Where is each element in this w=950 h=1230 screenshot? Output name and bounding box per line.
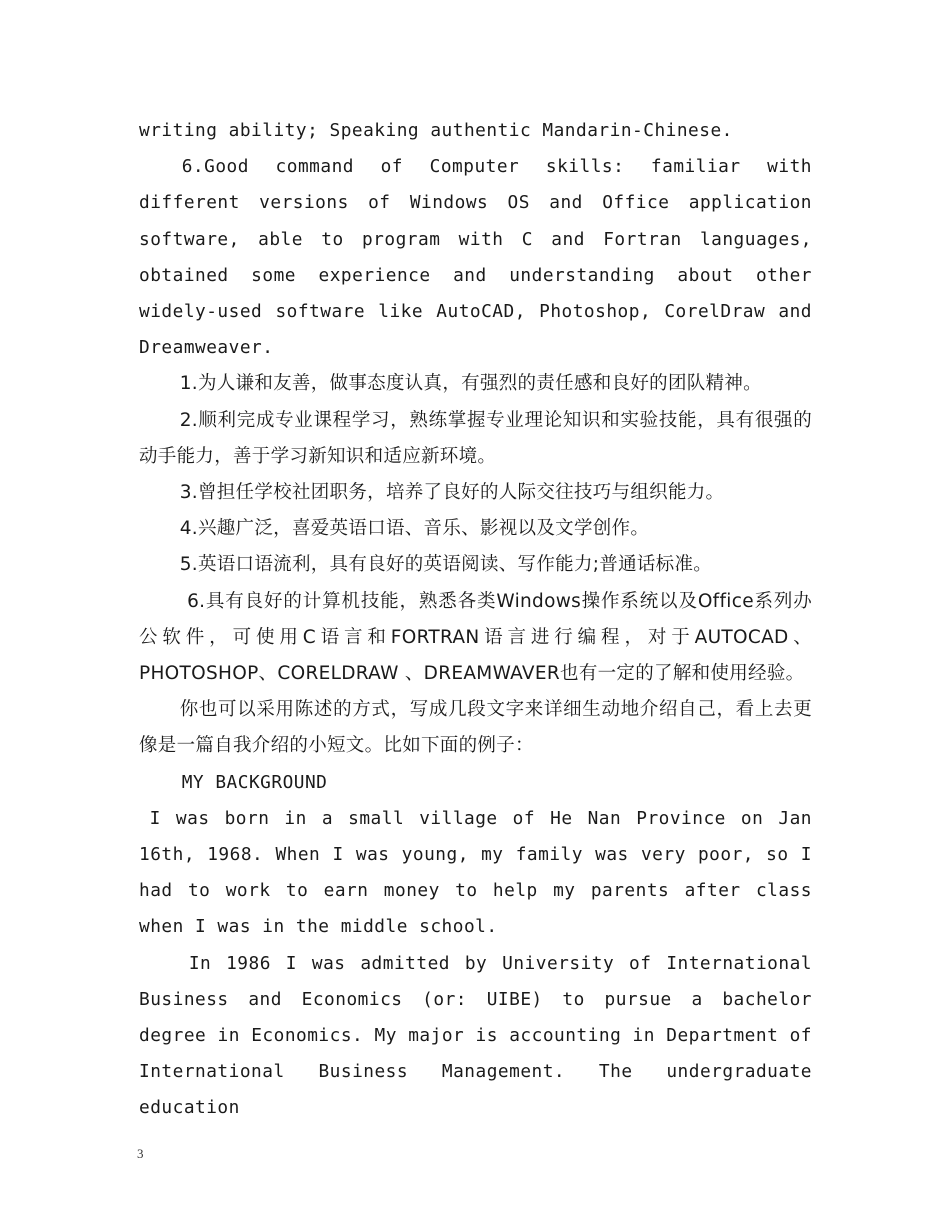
paragraph-writing-ability: writing ability; Speaking authentic Mandarin-Chinese. bbox=[139, 120, 733, 141]
paragraph-born: I was born in a small village of He Nan Province on Jan 16th, 1968. When I was young, my family was very poor, so I had to work to earn money to help my parents after class when I was in the middle school. bbox=[139, 807, 812, 938]
paragraph-cn-item-3: 3.曾担任学校社团职务，培养了良好的人际交往技巧与组织能力。 bbox=[179, 482, 725, 504]
section-heading-my-background: MY BACKGROUND bbox=[181, 771, 328, 793]
paragraph-uibe: In 1986 I was admitted by University of International Business and Economics (or: UIBE) to pursue a bachelor degree in Economics. My major is accounting in Department of International Business Management. The undergraduate education bbox=[139, 952, 812, 1119]
paragraph-cn-item-2: 2.顺利完成专业课程学习，熟练掌握专业理论知识和实验技能，具有很强的动手能力，善于学习新知识和适应新环境。 bbox=[139, 409, 812, 467]
paragraph-cn-item-6: 6.具有良好的计算机技能，熟悉各类Windows操作系统以及Office系列办公软件，可使用C语言和FORTRAN语言进行编程，对于AUTOCAD、PHOTOSHOP、CORELDRAW 、DREAMWAVER也有一定的了解和使用经验。 bbox=[139, 590, 812, 685]
paragraph-cn-item-1: 1.为人谦和友善，做事态度认真，有强烈的责任感和良好的团队精神。 bbox=[179, 373, 762, 395]
paragraph-cn-item-5: 5.英语口语流利，具有良好的英语阅读、写作能力;普通话标准。 bbox=[179, 554, 713, 576]
page-number: 3 bbox=[137, 1146, 144, 1161]
paragraph-cn-item-4: 4.兴趣广泛，喜爱英语口语、音乐、影视以及文学创作。 bbox=[179, 518, 650, 540]
document-body bbox=[139, 113, 812, 1127]
paragraph-computer-skills-en: 6.Good command of Computer skills: familiar with different versions of Windows OS and Office application software, able to program with C and Fortran languages, obtained some experience and understanding about other widely-used software like AutoCAD, Photoshop, CorelDraw and Dreamweaver. bbox=[139, 156, 812, 359]
paragraph-cn-narrative-intro: 你也可以采用陈述的方式，写成几段文字来详细生动地介绍自己，看上去更像是一篇自我介绍的小短文。比如下面的例子： bbox=[139, 699, 812, 757]
